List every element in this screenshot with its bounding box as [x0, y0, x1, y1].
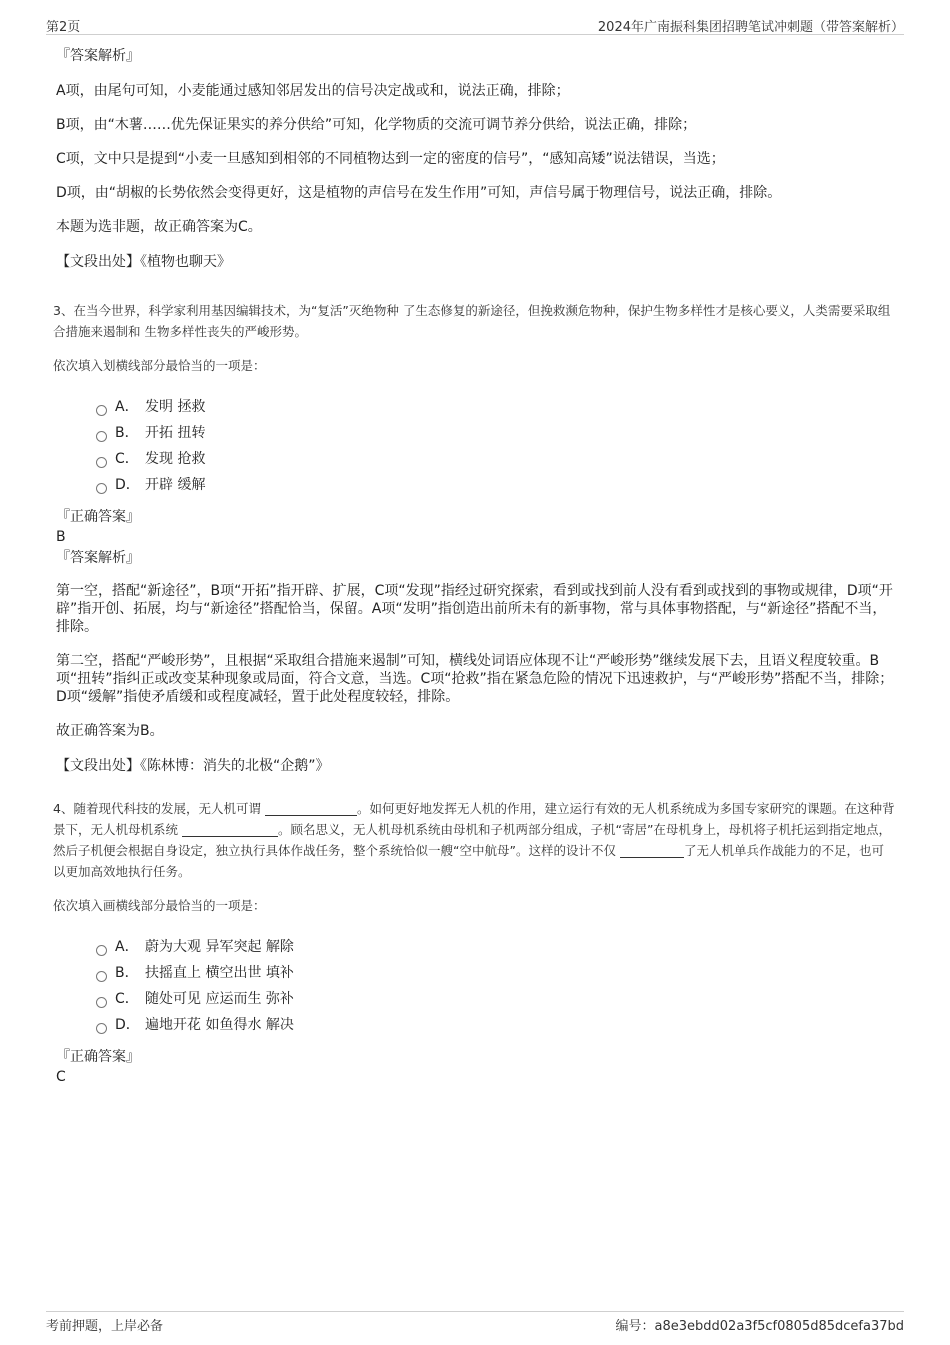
blank-3	[620, 843, 684, 858]
option-letter: C．	[115, 451, 139, 467]
blank-2	[182, 822, 278, 837]
option-letter: C．	[115, 991, 139, 1007]
page-footer	[46, 1311, 904, 1334]
q3-options	[96, 394, 896, 498]
q3-option-c[interactable]	[96, 446, 896, 472]
radio-icon[interactable]	[96, 1023, 107, 1034]
document-code: 编号：a8e3ebdd02a3f5cf0805d85dcefa37bd	[615, 1319, 904, 1334]
q3-analysis-first: 第一空，搭配“新途径”，B项“开拓”指开辟、扩展，C项“发现”指经过研究探索，看到或找到前人没有看到或找到的事物或规律，D项“开辟”指开创、拓展，均与“新途径”搭配恰当，保留。A项“发明”指创造出前所未有的新事物，常与具体事物搭配，与“新途径”搭配不当，排除。	[56, 583, 893, 635]
radio-icon[interactable]	[96, 483, 107, 494]
q4-stem-part-3: 。顾名思义，无人机母机系统由母机和子机两部分组成，子机“寄居”在母机身上，母机将子机托运到指定地点，然后子机便会根据自身设定，独立执行具体作战任务，整个系统恰似一艘“空中航母”。这样的设计不仅	[53, 822, 891, 858]
option-text: 开辟 缓解	[145, 477, 206, 493]
q2-analysis-c: C项，文中只是提到“小麦一旦感知到相邻的不同植物达到一定的密度的信号”，“感知高矮”说法错误，当选；	[56, 151, 725, 167]
q4-stem-part-1: 4、随着现代科技的发展，无人机可谓	[53, 801, 265, 816]
page-header	[46, 14, 904, 35]
q4-answer-label: 『正确答案』	[56, 1049, 140, 1065]
option-letter: B．	[115, 425, 139, 441]
q2-source: 【文段出处】《植物也聊天》	[56, 254, 231, 270]
option-text: 遍地开花 如鱼得水 解决	[145, 1017, 294, 1033]
radio-icon[interactable]	[96, 457, 107, 468]
option-letter: D．	[115, 477, 140, 493]
q4-stem-part-2: 。如何更好地发挥无人机的作用，建立运行有效的无人机系统成为多国专家研究的课题。在这种背景下，无人机母机系统	[53, 801, 895, 837]
q4-prompt: 依次填入画横线部分最恰当的一项是：	[53, 898, 266, 913]
q4-answer: C	[56, 1069, 66, 1085]
option-text: 蔚为大观 异军突起 解除	[145, 939, 294, 955]
option-letter: D．	[115, 1017, 140, 1033]
q2-analysis-d: D项，由“胡椒的长势依然会变得更好，这是植物的声信号在发生作用”可知，声信号属于物理信号，说法正确，排除。	[56, 185, 782, 201]
q3-source: 【文段出处】《陈林博：消失的北极“企鹅”》	[56, 758, 330, 774]
option-letter: A．	[115, 939, 139, 955]
option-text: 发现 抢救	[145, 451, 206, 467]
blank-1	[265, 801, 357, 816]
q4-stem	[53, 798, 896, 882]
option-text: 随处可见 应运而生 弥补	[145, 991, 294, 1007]
option-text: 发明 拯救	[145, 399, 206, 415]
q3-option-d[interactable]	[96, 472, 896, 498]
document-title: 2024年广南振科集团招聘笔试冲刺题（带答案解析）	[597, 20, 904, 35]
q3-answer-label: 『正确答案』	[56, 509, 140, 525]
q3-option-b[interactable]	[96, 420, 896, 446]
radio-icon[interactable]	[96, 431, 107, 442]
radio-icon[interactable]	[96, 997, 107, 1008]
option-text: 开拓 扭转	[145, 425, 206, 441]
radio-icon[interactable]	[96, 971, 107, 982]
q3-answer: B	[56, 529, 66, 545]
page-number: 第2页	[46, 20, 81, 35]
document-body	[53, 46, 896, 1088]
footer-slogan: 考前押题，上岸必备	[46, 1319, 164, 1334]
option-letter: B．	[115, 965, 139, 981]
q3-option-a[interactable]	[96, 394, 896, 420]
q4-options	[96, 934, 896, 1038]
radio-icon[interactable]	[96, 405, 107, 416]
option-letter: A．	[115, 399, 139, 415]
q3-conclusion: 故正确答案为B。	[56, 723, 164, 739]
q4-option-a[interactable]	[96, 934, 896, 960]
q2-conclusion: 本题为选非题，故正确答案为C。	[56, 219, 262, 235]
q4-stem-part-4: 了无人机单兵作战能力的不足，也可以更加高效地执行任务。	[53, 843, 884, 879]
q2-analysis-b: B项，由“木薯……优先保证果实的养分供给”可知，化学物质的交流可调节养分供给，说法正确，排除；	[56, 117, 697, 133]
q3-analysis-second: 第二空，搭配“严峻形势”，且根据“采取组合措施来遏制”可知，横线处词语应体现不让“严峻形势”继续发展下去，且语义程度较重。B项“扭转”指纠正或改变某种现象或局面，符合文意，当选。C项“抢救”指在紧急危险的情况下迅速救护，与“严峻形势”搭配不当，排除；D项“缓解”指使矛盾缓和或程度减轻，置于此处程度较轻，排除。	[56, 653, 894, 705]
q3-analysis-label: 『答案解析』	[56, 550, 140, 566]
q3-stem: 3、在当今世界，科学家利用基因编辑技术，为“复活”灭绝物种 了生态修复的新途径，但挽救濒危物种，保护生物多样性才是核心要义，人类需要采取组合措施来遏制和 生物多样性丧失的严峻形势。	[53, 303, 891, 339]
radio-icon[interactable]	[96, 945, 107, 956]
q4-option-d[interactable]	[96, 1012, 896, 1038]
q4-option-c[interactable]	[96, 986, 896, 1012]
q2-analysis-label: 『答案解析』	[56, 48, 140, 64]
q3-prompt: 依次填入划横线部分最恰当的一项是：	[53, 358, 266, 373]
q2-analysis-a: A项，由尾句可知，小麦能通过感知邻居发出的信号决定战或和，说法正确，排除；	[56, 83, 570, 99]
q4-option-b[interactable]	[96, 960, 896, 986]
option-text: 扶摇直上 横空出世 填补	[145, 965, 294, 981]
